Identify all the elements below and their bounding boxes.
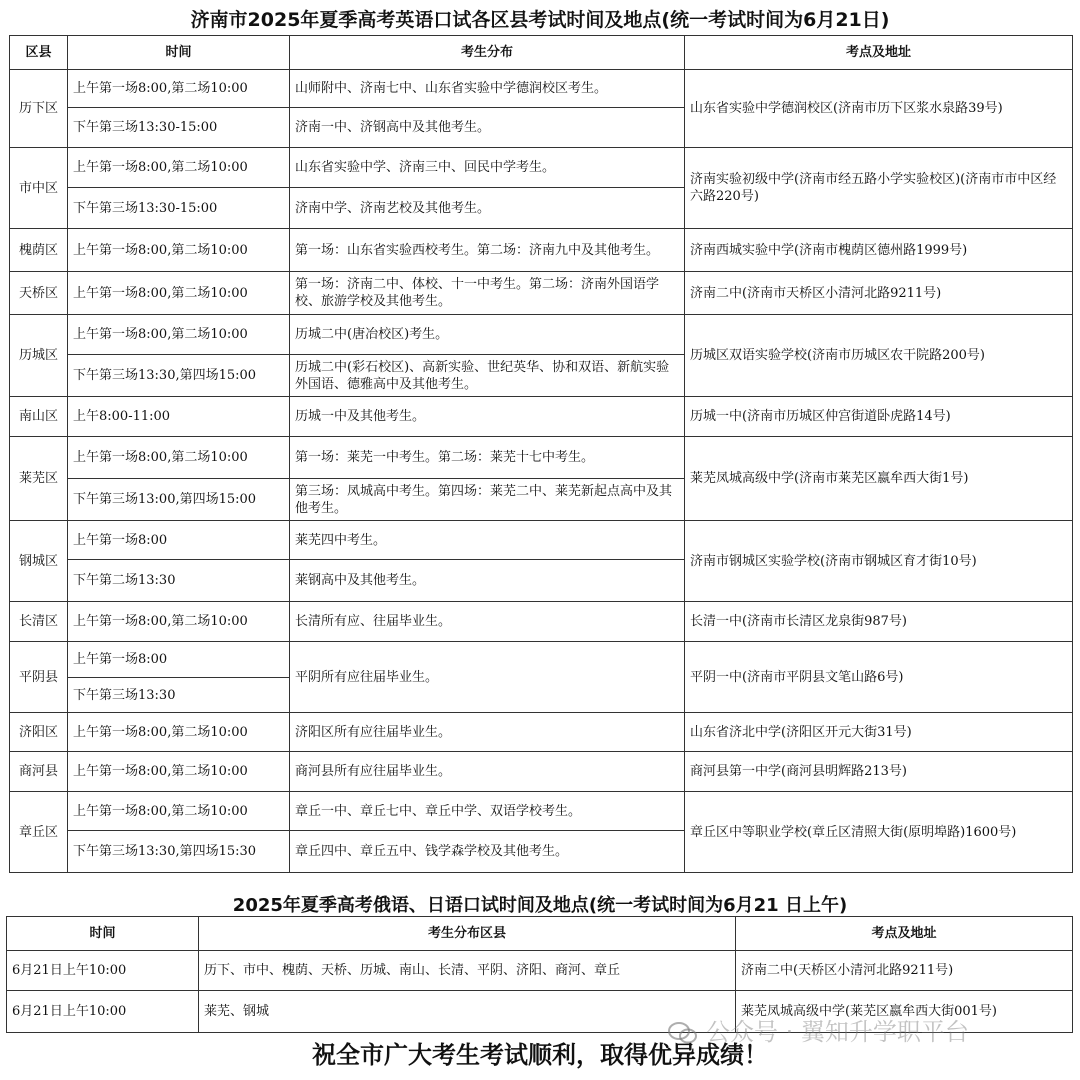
header-district: 区县 xyxy=(10,36,68,70)
students-cell: 章丘四中、章丘五中、钱学森学校及其他考生。 xyxy=(290,831,685,873)
table-row xyxy=(10,602,1073,642)
table-row xyxy=(10,315,1073,355)
venue-cell: 莱芜凤城高级中学(济南市莱芜区嬴牟西大街1号) xyxy=(685,437,1073,521)
students-cell: 济阳区所有应往届毕业生。 xyxy=(290,713,685,752)
time-cell: 6月21日上午10:00 xyxy=(7,951,199,991)
table-row xyxy=(10,521,1073,560)
time-cell: 下午第三场13:00,第四场15:00 xyxy=(68,479,290,521)
table-row xyxy=(10,397,1073,437)
students-cell: 莱钢高中及其他考生。 xyxy=(290,560,685,602)
district-cell: 槐荫区 xyxy=(10,229,68,272)
venue-cell: 长清一中(济南市长清区龙泉街987号) xyxy=(685,602,1073,642)
time-cell: 上午第一场8:00 xyxy=(68,521,290,560)
secondary-title: 2025年夏季高考俄语、日语口试时间及地点(统一考试时间为6月21 日上午) xyxy=(232,895,848,916)
table-row xyxy=(10,70,1073,108)
header-students: 考生分布 xyxy=(290,36,685,70)
time-cell: 上午8:00-11:00 xyxy=(68,397,290,437)
students-cell: 平阴所有应往届毕业生。 xyxy=(290,642,685,713)
students-cell: 济南一中、济钢高中及其他考生。 xyxy=(290,108,685,148)
venue-cell: 商河县第一中学(商河县明辉路213号) xyxy=(685,752,1073,792)
students-cell: 第三场：凤城高中考生。第四场：莱芜二中、莱芜新起点高中及其他考生。 xyxy=(290,479,685,521)
footer-slogan: 祝全市广大考生考试顺利，取得优异成绩！ xyxy=(312,1040,768,1069)
venue-cell: 莱芜凤城高级中学(莱芜区嬴牟西大街001号) xyxy=(736,991,1073,1033)
district-cell: 南山区 xyxy=(10,397,68,437)
english-exam-table xyxy=(9,35,1073,873)
venue-cell: 济南西城实验中学(济南市槐荫区德州路1999号) xyxy=(685,229,1073,272)
table-row xyxy=(10,713,1073,752)
time-cell: 下午第二场13:30 xyxy=(68,560,290,602)
time-cell: 下午第三场13:30 xyxy=(68,678,290,713)
time-cell: 上午第一场8:00,第二场10:00 xyxy=(68,148,290,188)
time-cell: 下午第三场13:30-15:00 xyxy=(68,108,290,148)
district-cell: 莱芜区 xyxy=(10,437,68,521)
venue-cell: 济南二中(济南市天桥区小清河北路9211号) xyxy=(685,272,1073,315)
district-cell: 市中区 xyxy=(10,148,68,229)
venue-cell: 山东省济北中学(济阳区开元大街31号) xyxy=(685,713,1073,752)
time-cell: 上午第一场8:00,第二场10:00 xyxy=(68,752,290,792)
time-cell: 上午第一场8:00,第二场10:00 xyxy=(68,602,290,642)
venue-cell: 章丘区中等职业学校(章丘区清照大街(原明埠路)1600号) xyxy=(685,792,1073,873)
district-cell: 平阴县 xyxy=(10,642,68,713)
header-venue: 考点及地址 xyxy=(685,36,1073,70)
table-row xyxy=(10,642,1073,678)
venue-cell: 山东省实验中学德润校区(济南市历下区浆水泉路39号) xyxy=(685,70,1073,148)
students-cell: 长清所有应、往届毕业生。 xyxy=(290,602,685,642)
venue-cell: 济南市钢城区实验学校(济南市钢城区育才街10号) xyxy=(685,521,1073,602)
students-cell: 莱芜四中考生。 xyxy=(290,521,685,560)
table-row xyxy=(10,437,1073,479)
students-cell: 商河县所有应往届毕业生。 xyxy=(290,752,685,792)
time-cell: 上午第一场8:00,第二场10:00 xyxy=(68,315,290,355)
districts-cell: 莱芜、钢城 xyxy=(199,991,736,1033)
table-row xyxy=(10,148,1073,188)
students-cell: 历城二中(唐冶校区)考生。 xyxy=(290,315,685,355)
header-venue: 考点及地址 xyxy=(736,917,1073,951)
time-cell: 下午第三场13:30-15:00 xyxy=(68,188,290,229)
students-cell: 济南中学、济南艺校及其他考生。 xyxy=(290,188,685,229)
students-cell: 第一场：莱芜一中考生。第二场：莱芜十七中考生。 xyxy=(290,437,685,479)
table-row xyxy=(10,752,1073,792)
watermark-text: 公众号 · 翼知升学职平台 xyxy=(706,1018,969,1046)
table-row xyxy=(10,272,1073,315)
district-cell: 历下区 xyxy=(10,70,68,148)
time-cell: 上午第一场8:00,第二场10:00 xyxy=(68,713,290,752)
time-cell: 下午第三场13:30,第四场15:00 xyxy=(68,355,290,397)
header-time: 时间 xyxy=(68,36,290,70)
districts-cell: 历下、市中、槐荫、天桥、历城、南山、长清、平阴、济阳、商河、章丘 xyxy=(199,951,736,991)
district-cell: 济阳区 xyxy=(10,713,68,752)
venue-cell: 历城一中(济南市历城区仲宫街道卧虎路14号) xyxy=(685,397,1073,437)
venue-cell: 济南实验初级中学(济南市经五路小学实验校区)(济南市市中区经六路220号) xyxy=(685,148,1073,229)
time-cell: 上午第一场8:00,第二场10:00 xyxy=(68,70,290,108)
venue-cell: 平阴一中(济南市平阴县文笔山路6号) xyxy=(685,642,1073,713)
district-cell: 天桥区 xyxy=(10,272,68,315)
table-row xyxy=(10,229,1073,272)
district-cell: 长清区 xyxy=(10,602,68,642)
time-cell: 上午第一场8:00,第二场10:00 xyxy=(68,229,290,272)
students-cell: 山师附中、济南七中、山东省实验中学德润校区考生。 xyxy=(290,70,685,108)
table-row xyxy=(7,951,1073,991)
students-cell: 第一场：济南二中、体校、十一中考生。第二场：济南外国语学校、旅游学校及其他考生。 xyxy=(290,272,685,315)
time-cell: 上午第一场8:00,第二场10:00 xyxy=(68,272,290,315)
district-cell: 钢城区 xyxy=(10,521,68,602)
header-time: 时间 xyxy=(7,917,199,951)
venue-cell: 济南二中(天桥区小清河北路9211号) xyxy=(736,951,1073,991)
time-cell: 下午第三场13:30,第四场15:30 xyxy=(68,831,290,873)
students-cell: 第一场：山东省实验西校考生。第二场：济南九中及其他考生。 xyxy=(290,229,685,272)
main-title: 济南市2025年夏季高考英语口试各区县考试时间及地点(统一考试时间为6月21日) xyxy=(190,9,890,31)
students-cell: 章丘一中、章丘七中、章丘中学、双语学校考生。 xyxy=(290,792,685,831)
header-districts: 考生分布区县 xyxy=(199,917,736,951)
table2-header-row xyxy=(7,917,1073,951)
time-cell: 6月21日上午10:00 xyxy=(7,991,199,1033)
time-cell: 上午第一场8:00,第二场10:00 xyxy=(68,437,290,479)
students-cell: 山东省实验中学、济南三中、回民中学考生。 xyxy=(290,148,685,188)
table-row xyxy=(10,792,1073,831)
district-cell: 章丘区 xyxy=(10,792,68,873)
students-cell: 历城一中及其他考生。 xyxy=(290,397,685,437)
time-cell: 上午第一场8:00 xyxy=(68,642,290,678)
time-cell: 上午第一场8:00,第二场10:00 xyxy=(68,792,290,831)
venue-cell: 历城区双语实验学校(济南市历城区农干院路200号) xyxy=(685,315,1073,397)
students-cell: 历城二中(彩石校区)、高新实验、世纪英华、协和双语、新航实验外国语、德雅高中及其他考生。 xyxy=(290,355,685,397)
district-cell: 商河县 xyxy=(10,752,68,792)
table-header-row xyxy=(10,36,1073,70)
district-cell: 历城区 xyxy=(10,315,68,397)
